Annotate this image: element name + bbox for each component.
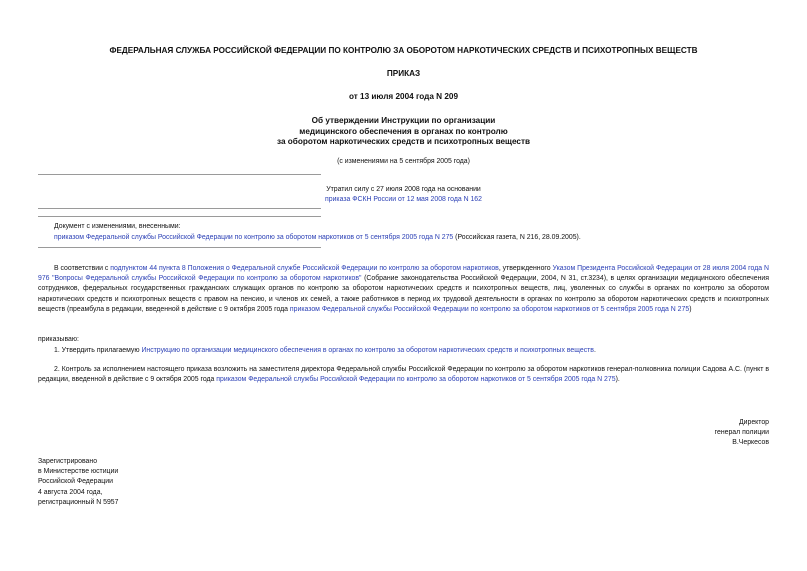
item-2 xyxy=(38,365,769,385)
registration-line: Российской Федерации xyxy=(38,478,113,486)
order-word: приказываю: xyxy=(38,336,79,343)
signature-line: генерал полиции xyxy=(714,429,769,437)
title-line: за оборотом наркотических средств и психотропных веществ xyxy=(276,137,531,146)
signature-line: Директор xyxy=(738,419,769,426)
preamble-text: ) xyxy=(689,305,692,313)
item-link[interactable]: приказом Федеральной службы Российской Федерации по контролю за оборотом наркотиков от 5 сентября 2005 года N 275 xyxy=(216,376,616,384)
preamble-link[interactable]: подпунктом 44 пункта 8 Положения о Федеральной службе Российской Федерации по контролю за оборотом наркотиков xyxy=(110,265,499,272)
preamble-text: (Собрание законодательства Российской Федерации, 2004, N 31, ст.3234), в целях организации медицинского обеспечения сотрудников, федеральных государственных гражданских служащих органов по контролю за оборотом наркотических средств и психотропных веществ, лиц, уволенных со службы в органах по контролю за оборотом наркотических средств и психотропных веществ с правом на пенсию, и членов их семей, а также работников в период их трудовой деятельности в органах по контролю за оборотом наркотических средств и психотропных веществ (преамбула в редакции, введенной в действие с 9 октября 2005 года xyxy=(38,275,769,313)
amendment-note: (с изменениями на 5 сентября 2005 года) xyxy=(337,158,470,165)
item-1 xyxy=(38,346,769,356)
document-title xyxy=(0,116,807,148)
registration-line: 4 августа 2004 года, xyxy=(38,488,103,496)
preamble-link[interactable]: Указом Президента Российской Федерации от 28 июля 2004 года N 976 "Вопросы Федеральной службы Российской Федерации по контролю за оборотом наркотиков" xyxy=(38,265,769,283)
item-text: 2. Контроль за исполнением настоящего приказа возложить на заместителя директора Федеральной службы Российской Федерации по контролю за оборотом наркотиков генерал-полковника полиции Садова А.С. (пункт в редакции, введенной в действие с 9 октября 2005 года xyxy=(38,366,769,384)
registration-line: Зарегистрировано xyxy=(38,458,98,465)
signature-block xyxy=(715,418,769,449)
preamble-link[interactable]: приказом Федеральной службы Российской Федерации по контролю за оборотом наркотиков от 5 сентября 2005 года N 275 xyxy=(289,305,690,313)
changes-label: Документ с изменениями, внесенными: xyxy=(54,223,181,230)
changes-line xyxy=(54,233,774,243)
item-link[interactable]: Инструкцию по организации медицинского обеспечения в органах по контролю за оборотом наркотических средств и психотропных веществ xyxy=(141,347,594,354)
preamble-text: В соответствии с xyxy=(54,265,111,272)
divider xyxy=(38,174,321,175)
title-line: медицинского обеспечения в органах по контролю xyxy=(299,126,508,136)
agency-heading: ФЕДЕРАЛЬНАЯ СЛУЖБА РОССИЙСКОЙ ФЕДЕРАЦИИ ПО КОНТРОЛЮ ЗА ОБОРОТОМ НАРКОТИЧЕСКИХ СРЕДСТВ И ПСИХОТРОПНЫХ ВЕЩЕСТВ xyxy=(109,46,698,55)
registration-block xyxy=(38,457,118,508)
divider xyxy=(38,216,321,217)
registration-line: в Министерстве юстиции xyxy=(38,468,119,476)
item-text: 1. Утвердить прилагаемую xyxy=(54,347,142,354)
changes-link[interactable]: приказом Федеральной службы Российской Федерации по контролю за оборотом наркотиков от 5 сентября 2005 года N 275 xyxy=(54,234,454,241)
registration-line: регистрационный N 5957 xyxy=(38,498,119,506)
title-line: Об утверждении Инструкции по организации xyxy=(311,116,496,125)
divider xyxy=(38,247,321,248)
doc-type: ПРИКАЗ xyxy=(386,69,421,78)
divider xyxy=(38,208,321,209)
preamble-paragraph xyxy=(38,264,769,315)
item-text: ). xyxy=(615,376,620,384)
changes-source: (Российская газета, N 216, 28.09.2005). xyxy=(453,234,581,241)
preamble-text: , утвержденного xyxy=(498,265,553,272)
signature-line: В.Черкесов xyxy=(732,439,769,447)
status-text: Утратил силу с 27 июля 2008 года на основании xyxy=(326,186,481,193)
item-text: . xyxy=(593,347,596,354)
status-link[interactable]: приказа ФСКН России от 12 мая 2008 года N 162 xyxy=(325,196,482,203)
date-number: от 13 июля 2004 года N 209 xyxy=(348,92,459,101)
